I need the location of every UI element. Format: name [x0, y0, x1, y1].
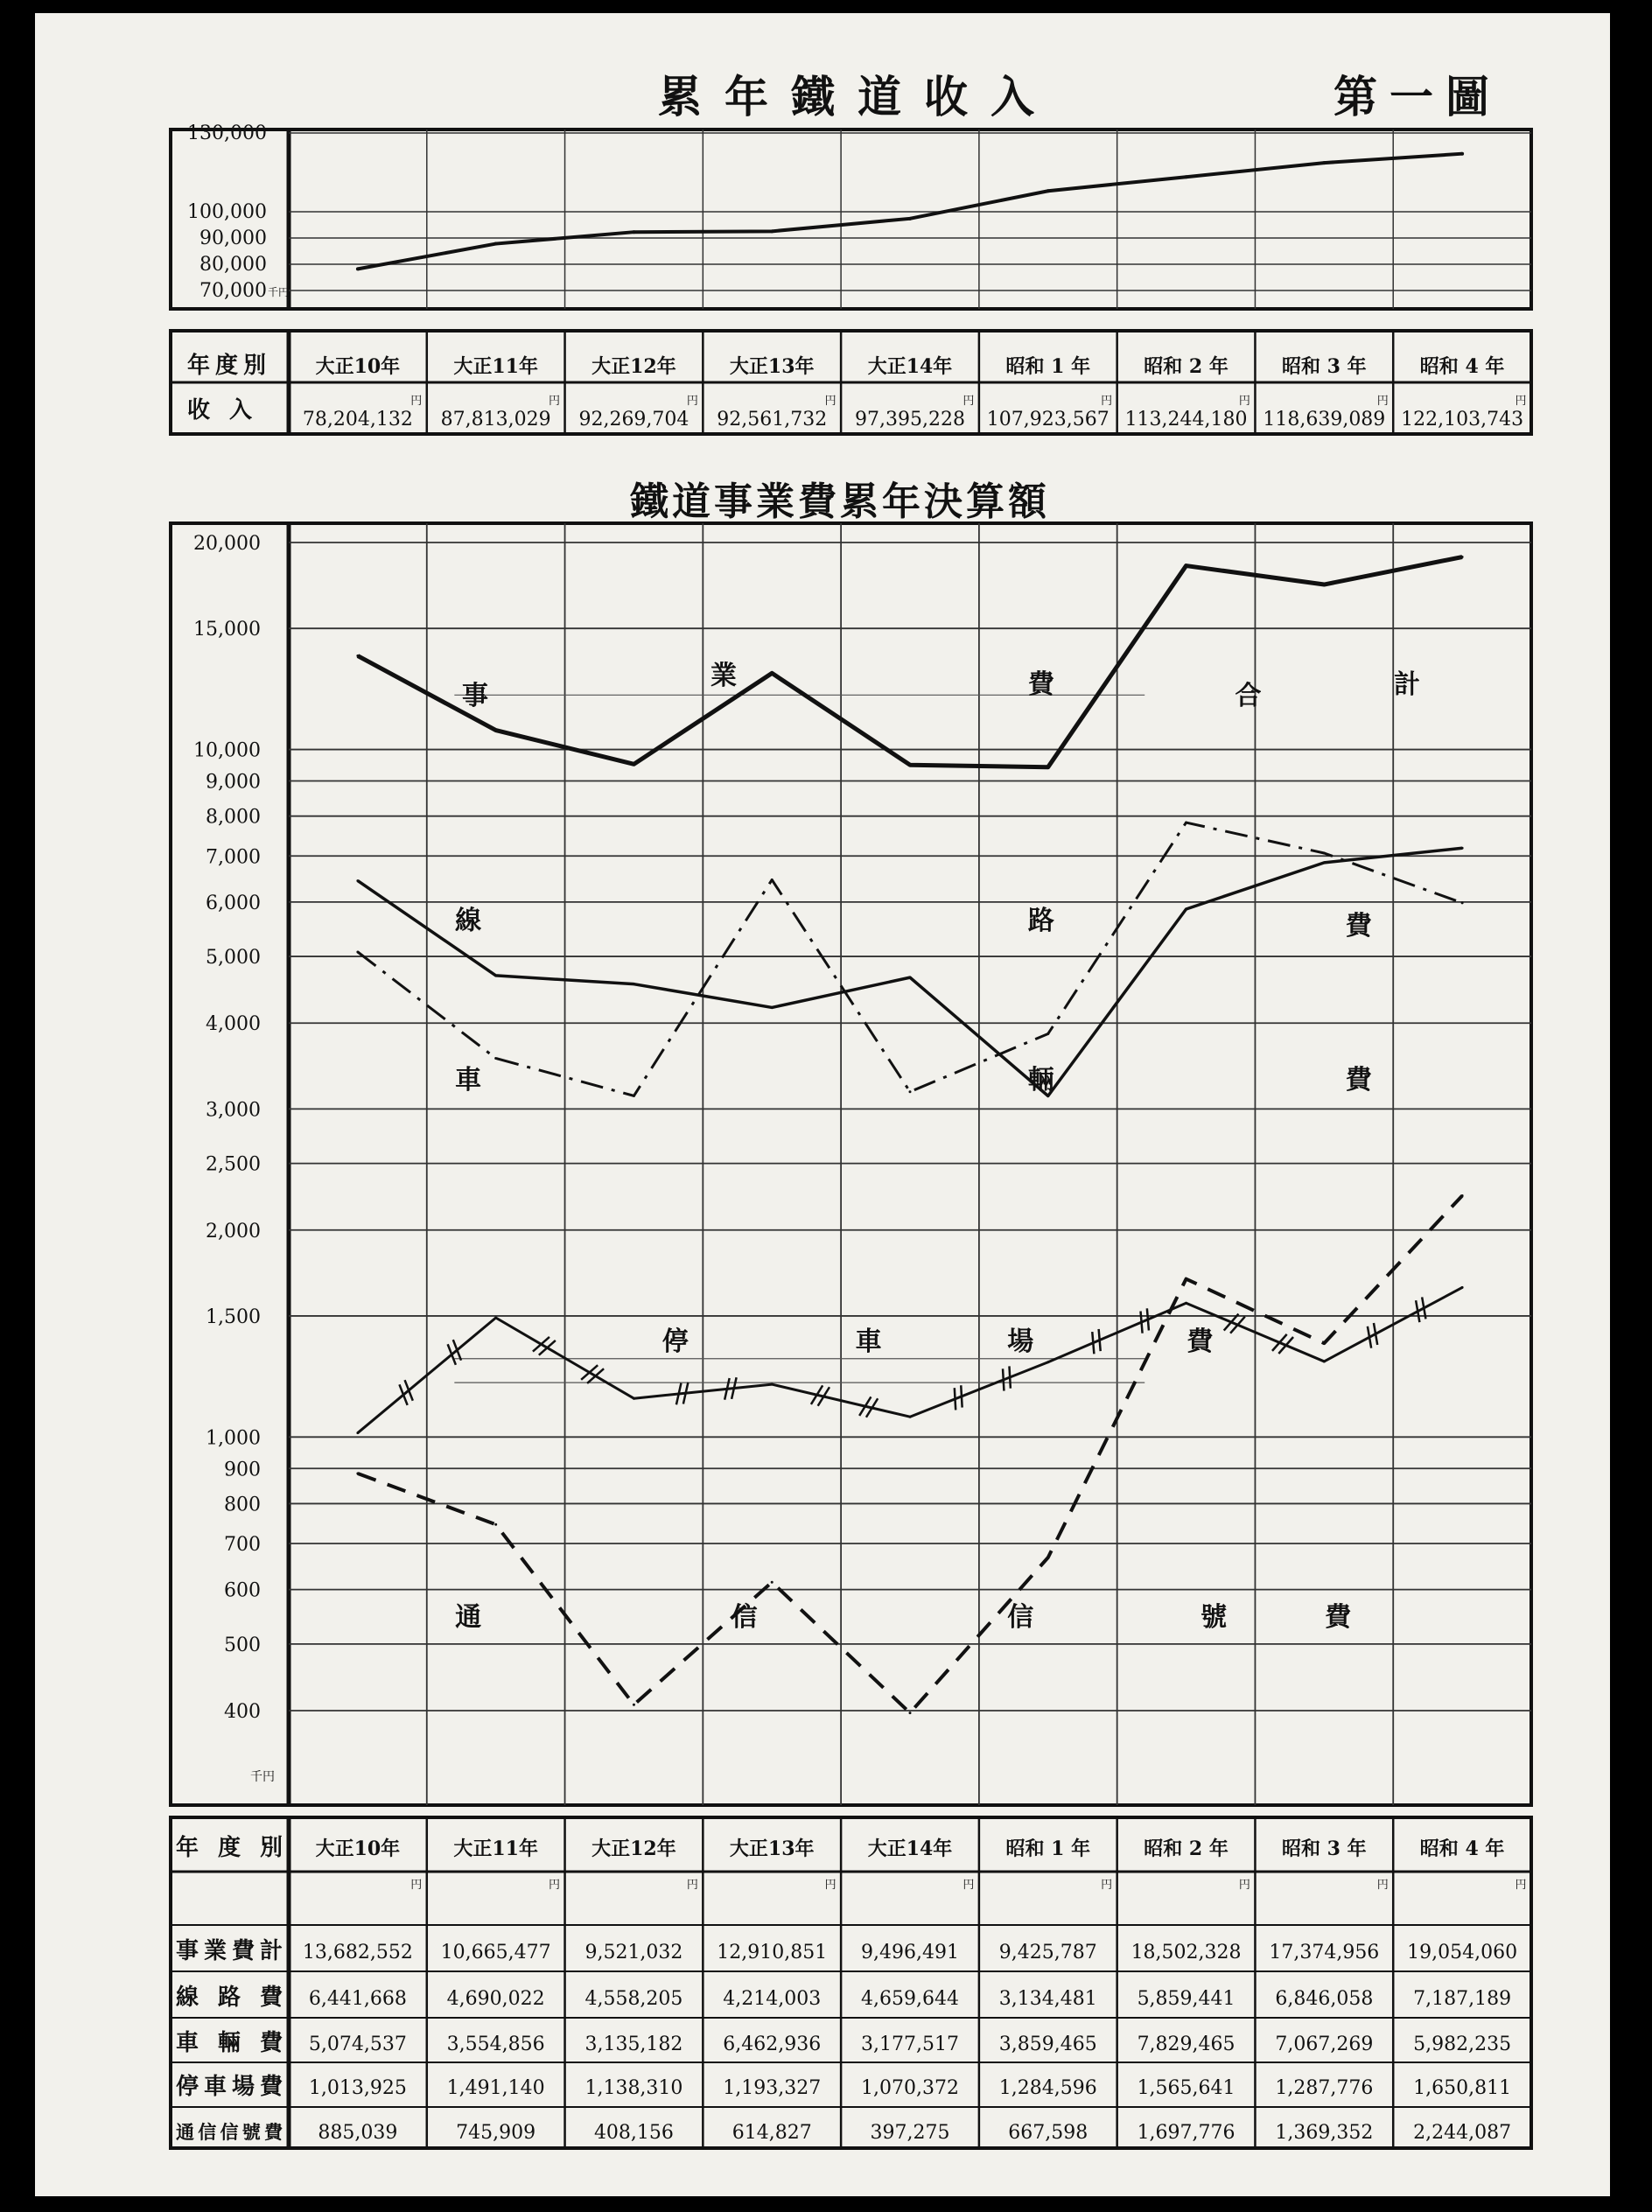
- expense-point: [1185, 907, 1187, 910]
- expense-table-value: 1,491,140: [446, 2077, 545, 2099]
- expense-point: [356, 879, 359, 882]
- expense-point: [1323, 861, 1326, 864]
- expense-y-tick: 2,500: [206, 1153, 261, 1176]
- expense-point: [1185, 822, 1187, 824]
- revenue-table-yen-mark: 円: [686, 395, 698, 408]
- hatch-mark: [955, 1388, 956, 1410]
- revenue-table-header-income: 收入: [186, 397, 272, 424]
- revenue-table-yen-mark: 円: [549, 395, 561, 408]
- expense-table-year: 大正14年: [867, 1838, 953, 1860]
- revenue-table-value: 87,813,029: [440, 409, 551, 430]
- revenue-table-value: 97,395,228: [855, 409, 965, 430]
- expense-point: [356, 1473, 359, 1475]
- revenue-table-year: 大正12年: [592, 355, 676, 378]
- expense-table-row-header: 線路費: [176, 1984, 283, 2011]
- hatch-mark: [1092, 1332, 1094, 1354]
- expense-table-value: 667,598: [1008, 2122, 1088, 2144]
- expense-point: [1046, 1361, 1049, 1363]
- revenue-table-yen-mark: 円: [410, 395, 423, 408]
- expense-table-year: 大正10年: [315, 1838, 401, 1860]
- expense-y-tick: 3,000: [206, 1099, 261, 1122]
- revenue-table-yen-mark: 円: [1515, 395, 1527, 408]
- expense-point: [1185, 564, 1187, 567]
- revenue-table-value: 78,204,132: [302, 409, 413, 430]
- expense-table-value: 4,214,003: [723, 1988, 822, 2010]
- revenue-plot-frame: [171, 130, 1531, 309]
- expense-y-tick: 10,000: [193, 739, 261, 762]
- expense-table-value: 6,441,668: [308, 1988, 407, 2010]
- revenue-y-unit: 千円: [267, 286, 290, 298]
- expense-point: [909, 976, 912, 979]
- hatch-mark: [1009, 1366, 1010, 1388]
- revenue-table-year: 昭和 4 年: [1419, 355, 1505, 378]
- expense-table-value: 1,369,352: [1275, 2122, 1374, 2144]
- expense-table-yen-mark: 円: [1376, 1879, 1389, 1892]
- revenue-point: [1046, 189, 1050, 192]
- expense-y-tick: 7,000: [206, 846, 261, 869]
- expense-table-value: 1,650,811: [1413, 2077, 1512, 2099]
- expense-table-year: 大正13年: [729, 1838, 815, 1860]
- revenue-point: [770, 229, 774, 233]
- expense-series-label: 通: [455, 1602, 482, 1633]
- expense-series-label: 業: [710, 661, 737, 691]
- expense-table-yen-mark: 円: [1515, 1879, 1527, 1892]
- revenue-table-year: 大正11年: [453, 355, 538, 378]
- revenue-table-value: 122,103,743: [1401, 409, 1524, 430]
- expense-point: [771, 1006, 774, 1009]
- expense-table-value: 3,859,465: [998, 2034, 1097, 2055]
- expense-point: [1046, 1032, 1049, 1035]
- expense-y-tick: 9,000: [206, 771, 261, 794]
- expense-table-value: 4,659,644: [861, 1988, 959, 2010]
- expense-table-row-header: 停車場費: [176, 2074, 283, 2100]
- expense-y-tick: 700: [224, 1534, 261, 1557]
- expense-table-value: 1,070,372: [861, 2077, 959, 2099]
- expense-table-row-header: 事業費計: [176, 1938, 283, 1964]
- expense-y-unit: 千円: [250, 1770, 275, 1784]
- expense-point: [633, 1397, 635, 1400]
- expense-table-row-header: 車輛費: [176, 2030, 283, 2056]
- expense-table-value: 3,134,481: [998, 1988, 1097, 2010]
- revenue-table-year: 大正14年: [867, 355, 953, 378]
- revenue-table-year: 大正10年: [315, 355, 401, 378]
- expense-y-tick: 5,000: [206, 947, 261, 970]
- expense-table-value: 17,374,956: [1269, 1942, 1380, 1964]
- expense-point: [771, 878, 774, 881]
- expense-table-year: 昭和 2 年: [1144, 1838, 1228, 1860]
- revenue-point: [632, 230, 635, 234]
- expense-series-label: 輛: [1027, 1065, 1054, 1096]
- revenue-point: [356, 267, 360, 270]
- expense-table-value: 4,558,205: [584, 1988, 683, 2010]
- expense-y-tick: 500: [224, 1634, 261, 1656]
- revenue-point: [908, 217, 912, 220]
- revenue-table-year: 昭和 1 年: [1005, 355, 1091, 378]
- expense-series-label: 費: [1186, 1326, 1214, 1357]
- expense-table-value: 2,244,087: [1413, 2122, 1512, 2144]
- expense-series-label: 車: [855, 1326, 882, 1357]
- revenue-table-header-year: 年度別: [186, 353, 272, 379]
- expense-table-value: 3,554,856: [446, 2034, 545, 2055]
- expense-point: [1323, 584, 1326, 586]
- expense-table-yen-mark: 円: [1101, 1879, 1113, 1892]
- expense-y-tick: 1,500: [206, 1306, 261, 1328]
- expense-y-tick: 2,000: [206, 1220, 261, 1242]
- expense-table-value: 5,074,537: [308, 2034, 407, 2055]
- revenue-chart: [171, 122, 1531, 309]
- expense-point: [633, 983, 635, 985]
- expense-table-value: 3,177,517: [861, 2034, 959, 2055]
- expense-series-label: 費: [1325, 1602, 1352, 1633]
- hatch-mark: [1099, 1329, 1101, 1351]
- expense-point: [1185, 1302, 1187, 1305]
- revenue-y-tick: 80,000: [200, 254, 267, 276]
- expense-chart: [171, 523, 1531, 1805]
- revenue-table-yen-mark: 円: [824, 395, 836, 408]
- hatch-mark: [448, 1344, 456, 1365]
- expense-table-value: 10,665,477: [440, 1942, 551, 1964]
- hatch-mark: [1141, 1311, 1143, 1333]
- expense-point: [1461, 556, 1464, 558]
- revenue-y-tick: 100,000: [187, 201, 267, 223]
- expense-table-value: 614,827: [732, 2122, 812, 2144]
- expense-table-year: 昭和 1 年: [1005, 1838, 1091, 1860]
- expense-point: [909, 764, 912, 766]
- expense-table-yen-mark: 円: [1238, 1879, 1250, 1892]
- expense-table-yen-mark: 円: [962, 1879, 975, 1892]
- expense-line-4: [358, 1195, 1462, 1712]
- expense-table-value: 9,521,032: [584, 1942, 683, 1964]
- revenue-y-tick: 90,000: [200, 228, 267, 249]
- expense-line-2: [358, 822, 1462, 1096]
- expense-point: [1461, 1286, 1464, 1289]
- expense-table-value: 18,502,328: [1130, 1942, 1242, 1964]
- expense-point: [633, 1704, 635, 1706]
- expense-table-value: 6,462,936: [723, 2034, 822, 2055]
- revenue-point: [1185, 175, 1188, 178]
- expense-series-label: 事: [462, 681, 488, 711]
- revenue-y-tick: 70,000: [200, 280, 267, 302]
- expense-point: [356, 654, 359, 657]
- revenue-table-yen-mark: 円: [1101, 395, 1113, 408]
- revenue-table-value: 107,923,567: [986, 409, 1110, 430]
- expense-point: [1461, 901, 1464, 904]
- expense-series-label: 信: [731, 1602, 758, 1633]
- expense-table-row-header: 年度別: [176, 1835, 283, 1861]
- expense-series-label: 計: [1394, 669, 1420, 700]
- revenue-table-value: 113,244,180: [1124, 409, 1248, 430]
- hatch-mark: [1147, 1308, 1149, 1330]
- expense-point: [356, 1432, 359, 1434]
- expense-table-value: 745,909: [456, 2122, 536, 2144]
- expense-y-tick: 400: [224, 1701, 261, 1723]
- hatch-mark: [405, 1380, 413, 1401]
- expense-table-value: 7,187,189: [1413, 1988, 1512, 2010]
- revenue-point: [1460, 152, 1464, 156]
- expense-table-year: 大正11年: [453, 1838, 538, 1860]
- expense-series-label: 費: [1345, 1065, 1372, 1096]
- expense-line-0: [358, 557, 1462, 767]
- revenue-table-value: 92,269,704: [578, 409, 690, 430]
- expense-y-tick: 4,000: [206, 1013, 261, 1036]
- expense-series-label: 信: [1007, 1602, 1034, 1633]
- expense-point: [909, 1090, 912, 1093]
- expense-table-year: 昭和 3 年: [1282, 1838, 1367, 1860]
- expense-series-label: 線: [455, 906, 482, 936]
- expense-series-label: 費: [1345, 911, 1372, 942]
- expense-point: [633, 763, 635, 766]
- expense-y-tick: 600: [224, 1579, 261, 1602]
- expense-table-value: 4,690,022: [446, 1988, 545, 2010]
- expense-point: [1323, 852, 1326, 855]
- revenue-y-tick: 130,000: [187, 122, 267, 144]
- expense-table-value: 1,284,596: [998, 2077, 1097, 2099]
- expense-table-year: 昭和 4 年: [1419, 1838, 1505, 1860]
- revenue-point: [1322, 161, 1326, 164]
- revenue-chart-title: 累年鐵道收入: [658, 71, 1057, 122]
- expense-table-value: 1,013,925: [308, 2077, 407, 2099]
- expense-table-value: 6,846,058: [1275, 1988, 1374, 2010]
- expense-table-yen-mark: 円: [410, 1879, 423, 1892]
- expense-table-yen-mark: 円: [549, 1879, 561, 1892]
- expense-table-value: 397,275: [870, 2122, 950, 2144]
- expense-point: [1185, 1278, 1187, 1280]
- expense-table-value: 1,193,327: [723, 2077, 822, 2099]
- figure-label: 第一圖: [1334, 71, 1502, 122]
- expense-point: [771, 1383, 774, 1386]
- expense-table-value: 12,910,851: [717, 1942, 828, 1964]
- expense-point: [771, 672, 774, 675]
- expense-y-tick: 20,000: [193, 533, 261, 555]
- expense-point: [909, 1712, 912, 1714]
- expense-series-label: 路: [1027, 906, 1054, 936]
- expense-point: [494, 1316, 497, 1319]
- hatch-mark: [961, 1385, 962, 1407]
- expense-point: [909, 1416, 912, 1418]
- expense-point: [494, 1523, 497, 1526]
- expense-y-tick: 800: [224, 1494, 261, 1516]
- expense-point: [356, 951, 359, 954]
- expense-table-value: 19,054,060: [1407, 1942, 1518, 1964]
- revenue-table-year: 昭和 2 年: [1144, 355, 1228, 378]
- expense-point: [633, 1095, 635, 1097]
- revenue-table-year: 大正13年: [729, 355, 815, 378]
- expense-series-label: 費: [1027, 669, 1054, 700]
- expense-table-value: 1,138,310: [584, 2077, 683, 2099]
- hatch-mark: [1003, 1368, 1004, 1390]
- expense-point: [1323, 1342, 1326, 1345]
- expense-table-value: 3,135,182: [584, 2034, 683, 2055]
- expense-table-value: 7,067,269: [1275, 2034, 1374, 2055]
- expense-chart-title: 鐵道事業費累年決算額: [630, 480, 1050, 524]
- expense-y-tick: 15,000: [193, 619, 261, 641]
- revenue-table-value: 118,639,089: [1263, 409, 1386, 430]
- expense-table-row-header: 通信信號費: [176, 2121, 283, 2143]
- expense-table-value: 9,496,491: [861, 1942, 959, 1964]
- expense-table-value: 1,697,776: [1137, 2122, 1236, 2144]
- expense-table-year: 大正12年: [592, 1838, 676, 1860]
- expense-table-value: 1,287,776: [1275, 2077, 1374, 2099]
- expense-point: [1046, 766, 1049, 768]
- expense-point: [494, 1057, 497, 1060]
- expense-point: [1461, 847, 1464, 850]
- expense-table-value: 5,982,235: [1413, 2034, 1512, 2055]
- expense-y-tick: 8,000: [206, 806, 261, 829]
- expense-table-value: 5,859,441: [1137, 1988, 1236, 2010]
- revenue-table-value: 92,561,732: [717, 409, 828, 430]
- expense-point: [1461, 1194, 1464, 1197]
- expense-table-yen-mark: 円: [686, 1879, 698, 1892]
- revenue-table-yen-mark: 円: [962, 395, 975, 408]
- expense-series-label: 場: [1007, 1326, 1034, 1357]
- expense-table-yen-mark: 円: [824, 1879, 836, 1892]
- expense-table-value: 9,425,787: [998, 1942, 1097, 1964]
- expense-y-tick: 6,000: [206, 892, 261, 914]
- expense-table-value: 7,829,465: [1137, 2034, 1236, 2055]
- expense-series-label: 號: [1200, 1602, 1228, 1633]
- expense-table-value: 408,156: [593, 2122, 674, 2144]
- hatch-mark: [399, 1384, 407, 1405]
- expense-point: [1046, 1556, 1049, 1558]
- expense-line-3: [358, 1287, 1462, 1432]
- revenue-table-yen-mark: 円: [1376, 395, 1389, 408]
- revenue-table: [171, 331, 1531, 434]
- expense-point: [771, 1581, 774, 1584]
- expense-series-label: 合: [1235, 681, 1262, 711]
- expense-series-label: 停: [662, 1326, 689, 1357]
- expense-point: [1323, 1360, 1326, 1362]
- expense-y-tick: 1,000: [206, 1427, 261, 1450]
- revenue-table-year: 昭和 3 年: [1282, 355, 1367, 378]
- expense-table: [171, 1817, 1531, 2148]
- revenue-table-yen-mark: 円: [1238, 395, 1250, 408]
- expense-table-value: 885,039: [318, 2122, 398, 2144]
- hatch-mark: [453, 1340, 461, 1361]
- expense-line-1: [358, 848, 1462, 1096]
- expense-table-value: 1,565,641: [1137, 2077, 1236, 2099]
- expense-series-label: 車: [455, 1065, 482, 1096]
- expense-point: [494, 974, 497, 976]
- expense-table-value: 13,682,552: [302, 1942, 413, 1964]
- expense-point: [494, 729, 497, 732]
- revenue-point: [494, 242, 498, 246]
- expense-y-tick: 900: [224, 1459, 261, 1481]
